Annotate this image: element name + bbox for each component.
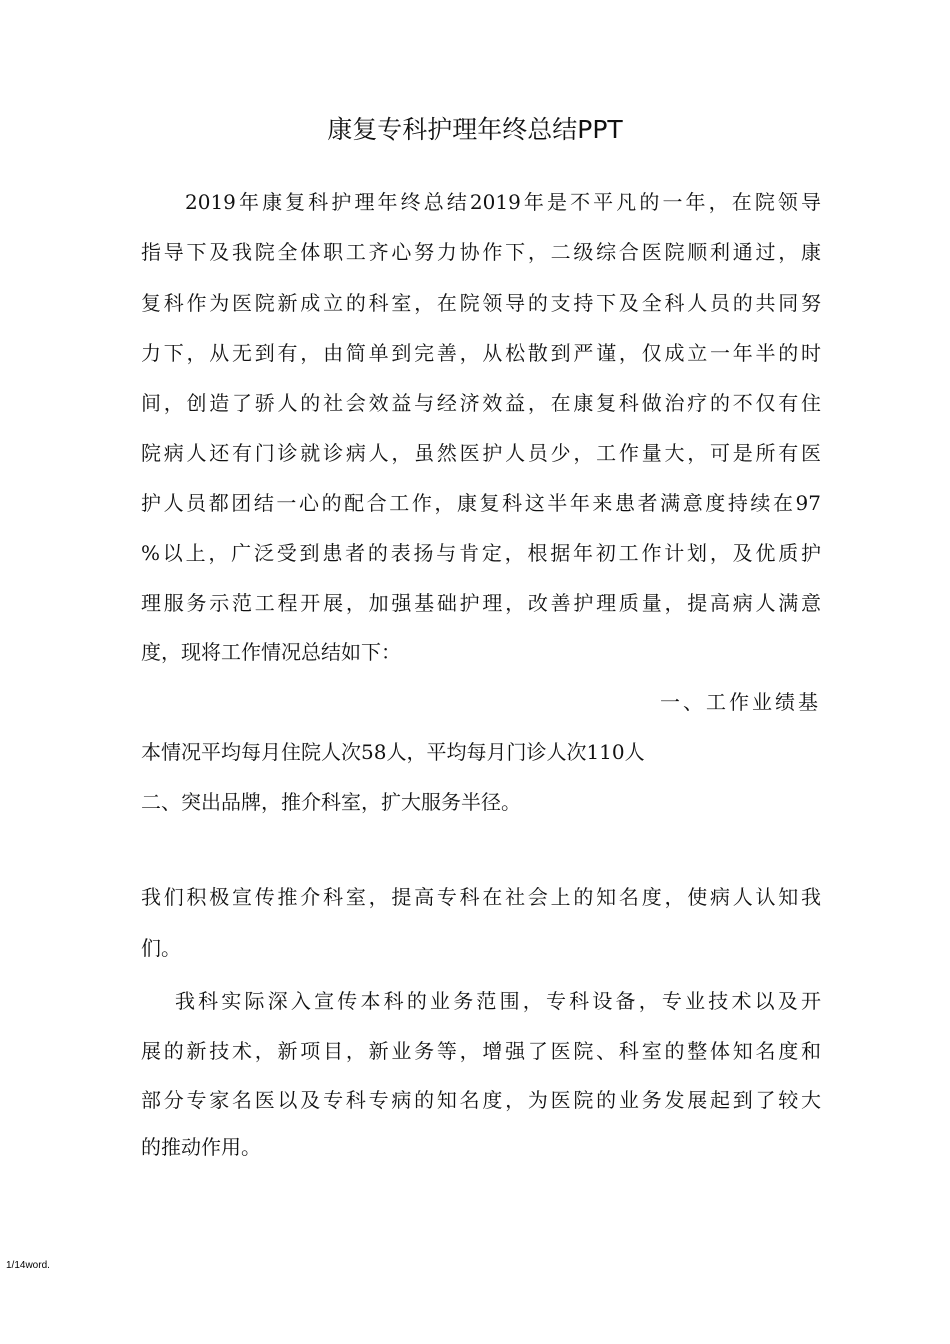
- paragraph-line: 度，现将工作情况总结如下：: [141, 640, 401, 664]
- paragraph-line: 护人员都团结一心的配合工作，康复科这半年来患者满意度持续在97: [141, 491, 821, 515]
- page-number-footer: 1/14word.: [6, 1260, 50, 1271]
- paragraph-line: 本情况平均每月住院人次58人，平均每月门诊人次110人: [141, 740, 645, 764]
- paragraph-line: %以上，广泛受到患者的表扬与肯定，根据年初工作计划，及优质护: [141, 541, 821, 565]
- paragraph-line: 指导下及我院全体职工齐心努力协作下，二级综合医院顺利通过，康: [141, 240, 821, 264]
- paragraph-line: 间，创造了骄人的社会效益与经济效益，在康复科做治疗的不仅有住: [141, 391, 821, 415]
- section-heading: 一、工作业绩基: [660, 690, 821, 714]
- paragraph-line: 们。: [141, 936, 181, 960]
- paragraph-line: 2019年康复科护理年终总结2019年是不平凡的一年，在院领导: [185, 190, 821, 214]
- paragraph-line: 我们积极宣传推介科室，提高专科在社会上的知名度，使病人认知我: [141, 885, 821, 909]
- paragraph-line: 力下，从无到有，由简单到完善，从松散到严谨，仅成立一年半的时: [141, 341, 821, 365]
- paragraph-line: 院病人还有门诊就诊病人，虽然医护人员少，工作量大，可是所有医: [141, 441, 821, 465]
- document-title: 康复专科护理年终总结PPT: [327, 115, 623, 144]
- paragraph-line: 复科作为医院新成立的科室，在院领导的支持下及全科人员的共同努: [141, 291, 821, 315]
- paragraph-line: 我科实际深入宣传本科的业务范围，专科设备，专业技术以及开: [175, 989, 821, 1013]
- paragraph-line: 展的新技术，新项目，新业务等，增强了医院、科室的整体知名度和: [141, 1039, 821, 1063]
- section-heading: 二、突出品牌，推介科室，扩大服务半径。: [141, 790, 521, 814]
- paragraph-line: 理服务示范工程开展，加强基础护理，改善护理质量，提高病人满意: [141, 591, 821, 615]
- paragraph-line: 的推动作用。: [141, 1135, 261, 1159]
- paragraph-line: 部分专家名医以及专科专病的知名度，为医院的业务发展起到了较大: [141, 1088, 821, 1112]
